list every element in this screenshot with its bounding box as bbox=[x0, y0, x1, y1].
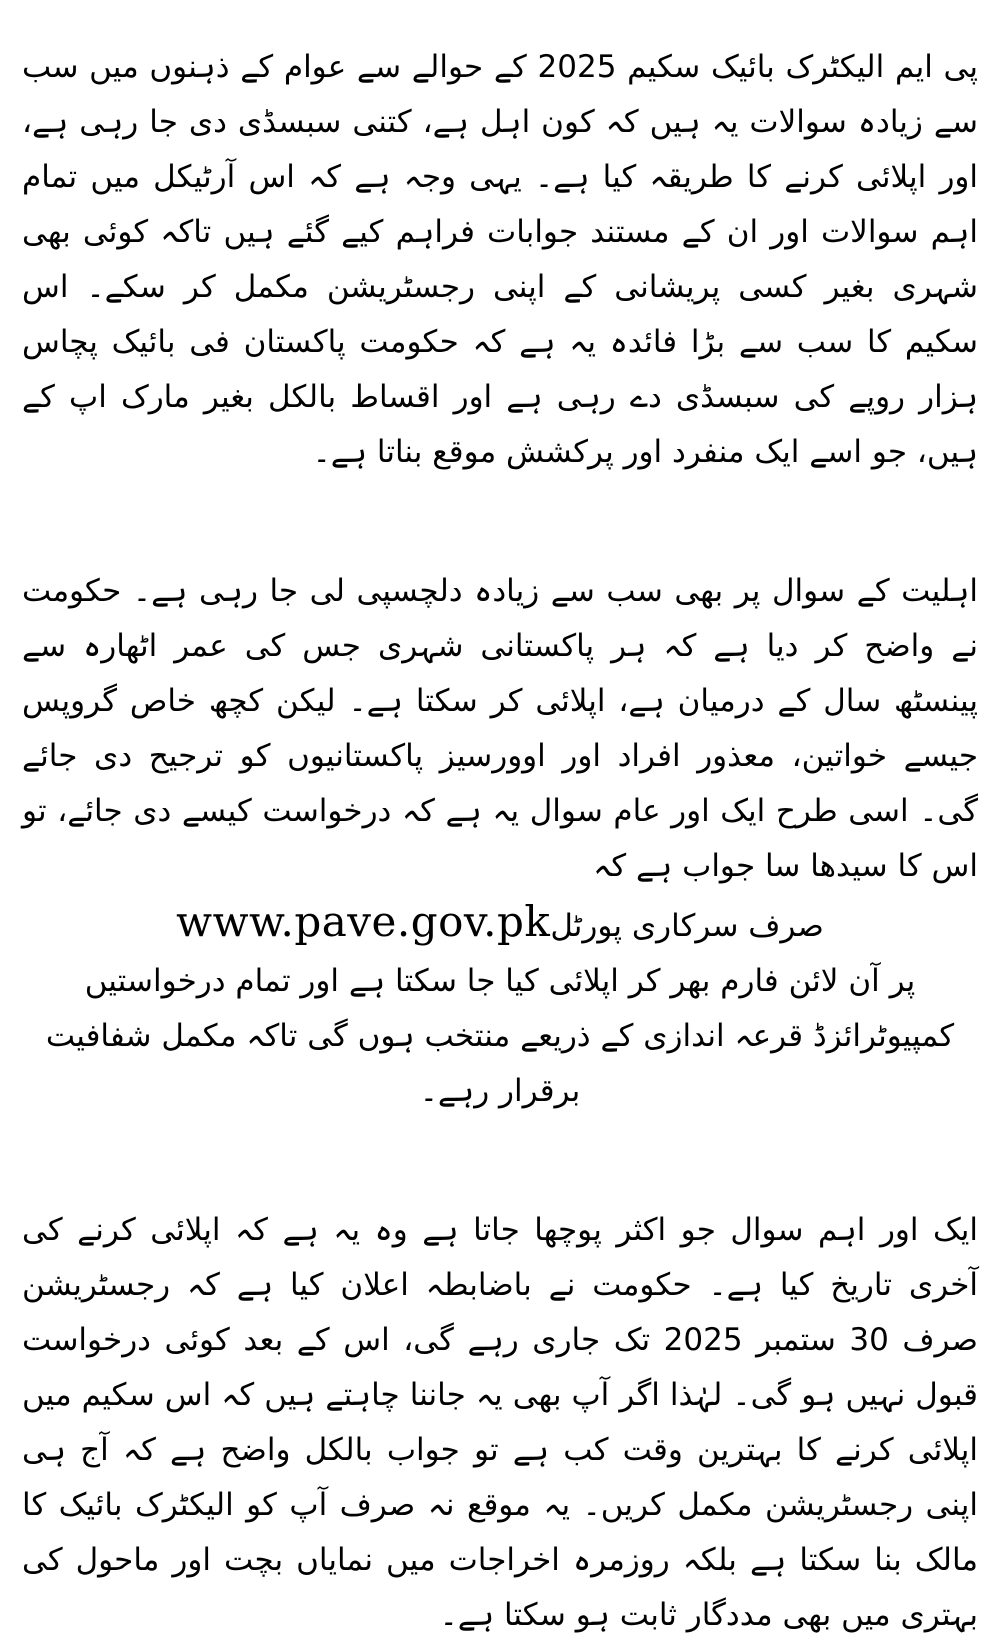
paragraph-eligibility-continued: پر آن لائن فارم بھر کر اپلائی کیا جا سکتا ہے اور تمام درخواستیں کمپیوٹرائزڈ قرعہ اندازی کے ذریعے منتخب ہوں گی تاکہ مکمل شفافیت برقرار رہے۔ bbox=[45, 963, 955, 1109]
portal-line bbox=[22, 894, 978, 954]
paragraph-eligibility: اہلیت کے سوال پر بھی سب سے زیادہ دلچسپی لی جا رہی ہے۔ حکومت نے واضح کر دیا ہے کہ ہر پاکستانی شہری جس کی عمر اٹھارہ سے پینسٹھ سال کے درمیان ہے، اپلائی کر سکتا ہے۔ لیکن کچھ خاص گروپس جیسے خواتین، معذور افراد اور اوورسیز پاکستانیوں کو ترجیح دی جائے گی۔ اسی طرح ایک اور عام سوال یہ ہے کہ درخواست کیسے دی جائے، تو اس کا سیدھا سا جواب ہے کہ bbox=[22, 573, 978, 884]
paragraph-intro: پی ایم الیکٹرک بائیک سکیم 2025 کے حوالے سے عوام کے ذہنوں میں سب سے زیادہ سوالات یہ ہیں کہ کون اہل ہے، کتنی سبسڈی دی جا رہی ہے، اور اپلائی کرنے کا طریقہ کیا ہے۔ یہی وجہ ہے کہ اس آرٹیکل میں تمام اہم سوالات اور ان کے مستند جوابات فراہم کیے گئے ہیں تاکہ کوئی بھی شہری بغیر کسی پریشانی کے اپنی رجسٹریشن مکمل کر سکے۔ اس سکیم کا سب سے بڑا فائدہ یہ ہے کہ حکومت پاکستان فی بائیک پچاس ہزار روپے کی سبسڈی دے رہی ہے اور اقساط بالکل بغیر مارک اپ کے ہیں، جو اسے ایک منفرد اور پرکشش موقع بناتا ہے۔ bbox=[22, 49, 979, 470]
portal-prefix: صرف سرکاری پورٹل bbox=[550, 908, 824, 944]
portal-url-link[interactable]: www.pave.gov.pk bbox=[176, 897, 551, 946]
paragraph-deadline: ایک اور اہم سوال جو اکثر پوچھا جاتا ہے وہ یہ ہے کہ اپلائی کرنے کی آخری تاریخ کیا ہے۔ حکومت نے باضابطہ اعلان کیا ہے کہ رجسٹریشن صرف 30 ستمبر 2025 تک جاری رہے گی، اس کے بعد کوئی درخواست قبول نہیں ہو گی۔ لہٰذا اگر آپ بھی یہ جاننا چاہتے ہیں کہ اس سکیم میں اپلائی کرنے کا بہترین وقت کب ہے تو جواب بالکل واضح ہے کہ آج ہی اپنی رجسٹریشن مکمل کریں۔ یہ موقع نہ صرف آپ کو الیکٹرک بائیک کا مالک بنا سکتا ہے بلکہ روزمرہ اخراجات میں نمایاں بچت اور ماحول کی بہتری میں بھی مددگار ثابت ہو سکتا ہے۔ bbox=[22, 1212, 978, 1633]
